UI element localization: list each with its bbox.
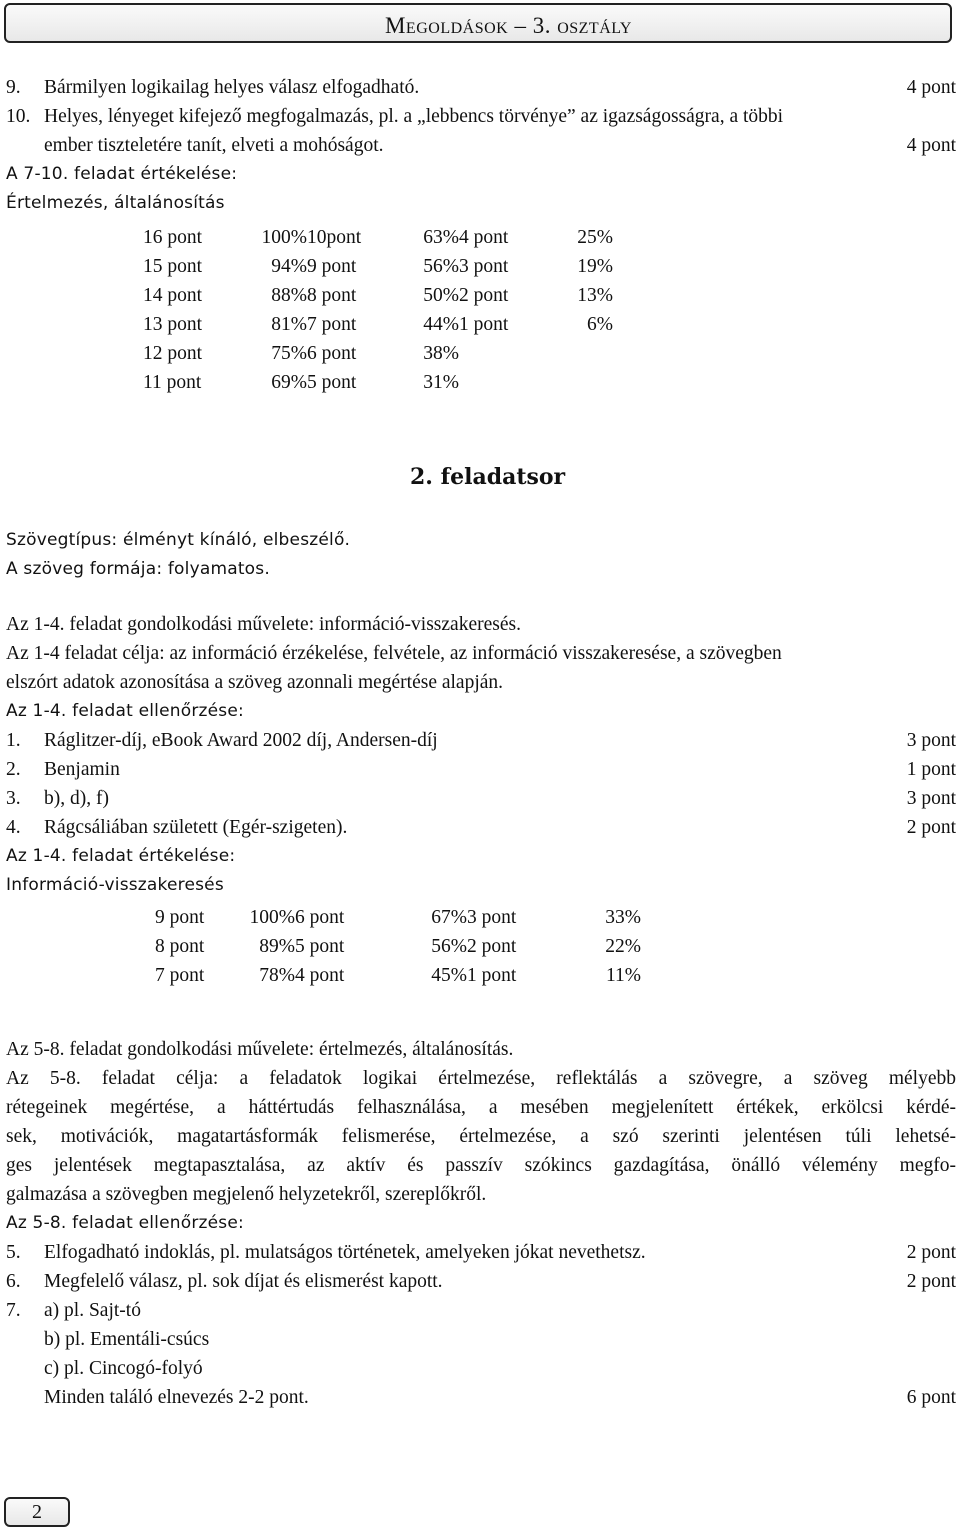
answer-row: 6. Megfelelő válasz, pl. sok díjat és elismerést kapott. 2 pont xyxy=(6,1271,956,1292)
check-1-4: Az 1-4. feladat ellenőrzése: xyxy=(6,701,244,721)
text-form: A szöveg formája: folyamatos. xyxy=(6,559,270,579)
score-points: 15 pont xyxy=(143,256,203,277)
score-points: 2 pont xyxy=(467,936,517,957)
score-percent: 56% xyxy=(423,256,459,277)
score-points: 1 pont xyxy=(467,965,517,986)
score-row xyxy=(143,339,613,368)
score-row xyxy=(143,252,613,281)
section-1-4 xyxy=(6,610,956,900)
score-percent: 22% xyxy=(605,936,641,957)
score-percent: 75% xyxy=(271,343,307,364)
score-percent: 25% xyxy=(577,227,613,248)
score-percent: 45% xyxy=(431,965,467,986)
goal-line: galmazása a szövegben megjelenő helyzetekről, szereplőkről. xyxy=(6,1184,487,1205)
score-percent: 6% xyxy=(587,314,613,335)
score-row xyxy=(143,281,613,310)
score-percent: 50% xyxy=(423,285,459,306)
score-percent: 78% xyxy=(259,965,295,986)
score-points: 13 pont xyxy=(143,314,203,335)
score-points: 7 pont xyxy=(155,965,205,986)
score-percent xyxy=(563,339,613,368)
score-row xyxy=(143,368,613,397)
score-points: 6 pont xyxy=(307,343,357,364)
score-percent: 44% xyxy=(423,314,459,335)
eval-subheading: Értelmezés, általánosítás xyxy=(6,193,225,213)
score-points: 9 pont xyxy=(307,256,357,277)
check-5-8: Az 5-8. feladat ellenőrzése: xyxy=(6,1213,244,1233)
answer-row: 1. Ráglitzer-díj, eBook Award 2002 díj, Andersen-díj 3 pont xyxy=(6,730,956,751)
eval-1-4-sub: Információ-visszakeresés xyxy=(6,875,224,895)
score-percent: 63% xyxy=(423,227,459,248)
answer-row: 2. Benjamin 1 pont xyxy=(6,759,956,780)
goal-1-4-a: Az 1-4 feladat célja: az információ érzékelése, felvétele, az információ visszakeresése, a szövegben xyxy=(6,643,782,664)
score-row xyxy=(155,961,641,990)
item-10: 10. Helyes, lényeget kifejező megfogalmazás, pl. a „lebbencs törvénye” az igazságosságra, a többi xyxy=(6,106,784,127)
goal-5-8 xyxy=(6,1064,956,1209)
score-percent: 88% xyxy=(271,285,307,306)
score-points: 5 pont xyxy=(307,372,357,393)
section-title: 2. feladatsor xyxy=(410,464,566,490)
score-percent: 56% xyxy=(431,936,467,957)
score-points: 16 pont xyxy=(143,227,203,248)
score-points: 9 pont xyxy=(155,907,205,928)
score-row xyxy=(155,932,641,961)
goal-line: rétegeinek megértése, a háttértudás felhasználása, a mesében megjelenített értékek, erkölcsi kérdé- xyxy=(6,1097,956,1118)
score-points: 12 pont xyxy=(143,343,203,364)
operation-1-4: Az 1-4. feladat gondolkodási művelete: információ-visszakeresés. xyxy=(6,614,521,635)
score-percent: 13% xyxy=(577,285,613,306)
item-10-cont: ember tiszteletére tanít, elveti a mohóságot. 4 pont xyxy=(6,131,956,160)
goal-line: ges jelentések megtapasztalása, az aktív és passzív szókincs gazdagítása, önálló vélemény megfo- xyxy=(6,1155,956,1176)
answer-7-c: c) pl. Cincogó-folyó xyxy=(44,1358,203,1379)
goal-line: sek, motivációk, magatartásformák felismerése, értelmezése, a szó szerinti jelentésen túli lehetsé- xyxy=(6,1126,956,1147)
score-points xyxy=(459,368,563,397)
score-row xyxy=(143,223,613,252)
answer-7-note: Minden találó elnevezés 2-2 pont. 6 pont xyxy=(44,1387,956,1408)
score-points: 6 pont xyxy=(295,907,345,928)
header-title: Megoldások – 3. osztály xyxy=(384,13,632,38)
text-type: Szövegtípus: élményt kínáló, elbeszélő. xyxy=(6,530,351,550)
answer-7-b: b) pl. Ementáli-csúcs xyxy=(44,1329,210,1350)
eval-heading: A 7-10. feladat értékelése: xyxy=(6,164,238,184)
score-points: 3 pont xyxy=(467,907,517,928)
answer-row: 3. b), d), f) 3 pont xyxy=(6,788,956,809)
score-points: 2 pont xyxy=(459,285,509,306)
score-percent: 33% xyxy=(605,907,641,928)
score-points: 8 pont xyxy=(155,936,205,957)
score-points: 3 pont xyxy=(459,256,509,277)
score-percent: 100% xyxy=(249,907,295,928)
score-points: 10pont xyxy=(307,227,362,248)
score-points: 1 pont xyxy=(459,314,509,335)
page-number: 2 xyxy=(4,1497,70,1527)
score-percent: 31% xyxy=(423,372,459,393)
score-points: 4 pont xyxy=(459,227,509,248)
score-percent: 69% xyxy=(271,372,307,393)
score-points: 11 pont xyxy=(143,372,202,393)
score-points: 8 pont xyxy=(307,285,357,306)
page-header xyxy=(4,3,952,43)
score-percent: 81% xyxy=(271,314,307,335)
score-points xyxy=(459,339,563,368)
score-points: 7 pont xyxy=(307,314,357,335)
operation-5-8: Az 5-8. feladat gondolkodási művelete: értelmezés, általánosítás. xyxy=(6,1039,514,1060)
score-percent: 89% xyxy=(259,936,295,957)
item-points: 4 pont xyxy=(906,77,956,98)
score-points: 14 pont xyxy=(143,285,203,306)
item-points: 4 pont xyxy=(906,135,956,156)
answer-row: 4. Rágcsáliában született (Egér-szigeten). 2 pont xyxy=(6,817,956,838)
score-percent xyxy=(563,368,613,397)
score-row xyxy=(155,903,641,932)
score-percent: 38% xyxy=(423,343,459,364)
eval-1-4: Az 1-4. feladat értékelése: xyxy=(6,846,236,866)
score-percent: 11% xyxy=(605,965,641,986)
score-percent: 100% xyxy=(261,227,307,248)
top-items xyxy=(6,73,956,218)
text-info xyxy=(6,526,956,584)
answer-row: 7. a) pl. Sajt-tó xyxy=(6,1300,141,1321)
score-percent: 67% xyxy=(431,907,467,928)
score-table-7-10 xyxy=(143,223,613,397)
score-table-1-4 xyxy=(155,903,641,990)
score-percent: 94% xyxy=(271,256,307,277)
score-percent: 19% xyxy=(577,256,613,277)
section-5-8 xyxy=(6,1035,956,1412)
goal-1-4-b: elszórt adatok azonosítása a szöveg azonnali megértése alapján. xyxy=(6,672,504,693)
goal-line: Az 5-8. feladat célja: a feladatok logikai értelmezése, reflektálás a szövegre, a szöveg mélyebb xyxy=(6,1068,956,1089)
score-points: 5 pont xyxy=(295,936,345,957)
item-9: 9. Bármilyen logikailag helyes válasz elfogadható. 4 pont xyxy=(6,73,956,102)
score-points: 4 pont xyxy=(295,965,345,986)
answer-row: 5. Elfogadható indoklás, pl. mulatságos történetek, amelyeken jókat nevethetsz. 2 pont xyxy=(6,1242,956,1263)
score-row xyxy=(143,310,613,339)
